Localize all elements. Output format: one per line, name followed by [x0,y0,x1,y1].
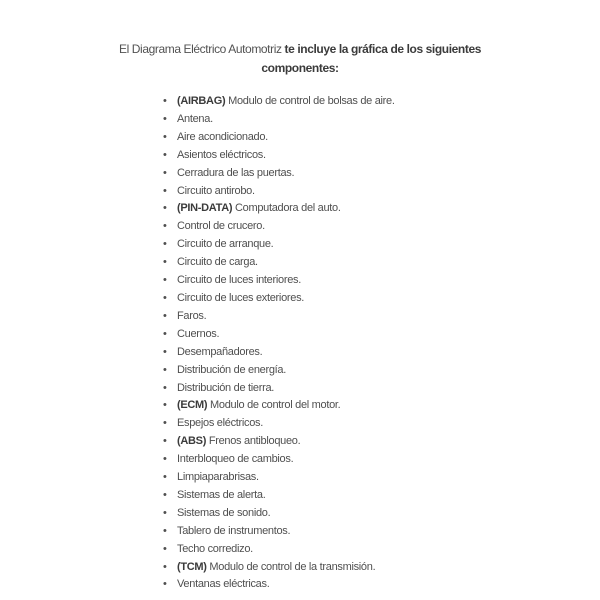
item-keyword: (PIN-DATA) [177,202,236,215]
item-text: Modulo de control de bolsas de aire. [228,95,395,107]
list-item [163,218,600,236]
bullet-icon: • [163,112,167,125]
bullet-icon: • [163,435,167,448]
list-item [163,505,600,523]
bullet-icon: • [163,542,167,555]
list-item [163,129,600,147]
bullet-icon: • [163,256,167,269]
list-item [163,272,600,290]
item-text: Distribución de energía. [177,363,286,376]
item-text: Computadora del auto. [235,202,341,215]
item-text: Modulo de control del motor. [210,399,341,412]
list-item [163,433,600,451]
list-item [163,451,600,469]
list-item [163,344,600,362]
bullet-icon: • [163,381,167,394]
bullet-icon: • [163,309,167,322]
bullet-icon: • [163,274,167,287]
bullet-icon: • [163,184,167,197]
list-item [163,541,600,559]
item-keyword: (TCM) [177,560,210,573]
item-text: Interbloqueo de cambios. [177,453,294,466]
components-list [163,93,600,594]
bullet-icon: • [163,95,167,107]
bullet-icon: • [163,130,167,143]
list-item [163,93,600,111]
list-item [163,576,600,594]
list-item [163,111,600,129]
list-item [163,165,600,183]
bullet-icon: • [163,166,167,179]
bullet-icon: • [163,220,167,233]
bullet-icon: • [163,148,167,161]
bullet-icon: • [163,578,167,591]
item-text: Asientos eléctricos. [177,148,266,161]
item-text: Limpiaparabrisas. [177,471,259,484]
bullet-icon: • [163,506,167,519]
list-item [163,200,600,218]
bullet-icon: • [163,417,167,430]
list-item [163,290,600,308]
list-item [163,326,600,344]
item-text: Circuito de luces interiores. [177,274,301,287]
item-text: Circuito de arranque. [177,238,274,251]
list-item [163,415,600,433]
page-title [85,40,515,78]
bullet-icon: • [163,327,167,340]
item-text: Circuito de carga. [177,256,258,269]
item-keyword: (AIRBAG) [177,95,229,107]
list-item [163,183,600,201]
item-text: Cuernos. [177,327,220,340]
item-text: Espejos eléctricos. [177,417,264,430]
list-item [163,308,600,326]
bullet-icon: • [163,202,167,215]
bullet-icon: • [163,238,167,251]
bullet-icon: • [163,471,167,484]
item-keyword: (ABS) [177,435,209,448]
list-item [163,147,600,165]
bullet-icon: • [163,291,167,304]
list-item [163,362,600,380]
bullet-icon: • [163,524,167,537]
item-text: Desempañadores. [177,345,263,358]
item-keyword: (ECM) [177,399,211,412]
bullet-icon: • [163,560,167,573]
item-text: Sistemas de sonido. [177,506,271,519]
list-item [163,469,600,487]
item-text: Modulo de control de la transmisión. [209,560,376,573]
item-text: Tablero de instrumentos. [177,524,291,537]
list-item [163,559,600,577]
item-text: Faros. [177,309,207,322]
item-text: Antena. [177,112,213,125]
bullet-icon: • [163,488,167,501]
item-text: Distribución de tierra. [177,381,275,394]
list-item [163,397,600,415]
title-bold-text: te incluye la gráfica de los siguientes componentes: [261,42,482,75]
item-text: Circuito antirobo. [177,184,255,197]
item-text: Cerradura de las puertas. [177,166,295,179]
list-item [163,236,600,254]
list-item [163,254,600,272]
list-item [163,487,600,505]
item-text: Frenos antibloqueo. [208,435,301,448]
bullet-icon: • [163,453,167,466]
bullet-icon: • [163,345,167,358]
item-text: Techo corredizo. [177,542,253,555]
item-text: Sistemas de alerta. [177,488,266,501]
bullet-icon: • [163,399,167,412]
item-text: Control de crucero. [177,220,265,233]
list-item [163,380,600,398]
item-text: Ventanas eléctricas. [177,578,270,591]
item-text: Aire acondicionado. [177,130,268,143]
item-text: Circuito de luces exteriores. [177,291,305,304]
bullet-icon: • [163,363,167,376]
list-item [163,523,600,541]
title-normal-text: El Diagrama Eléctrico Automotriz [118,42,282,56]
